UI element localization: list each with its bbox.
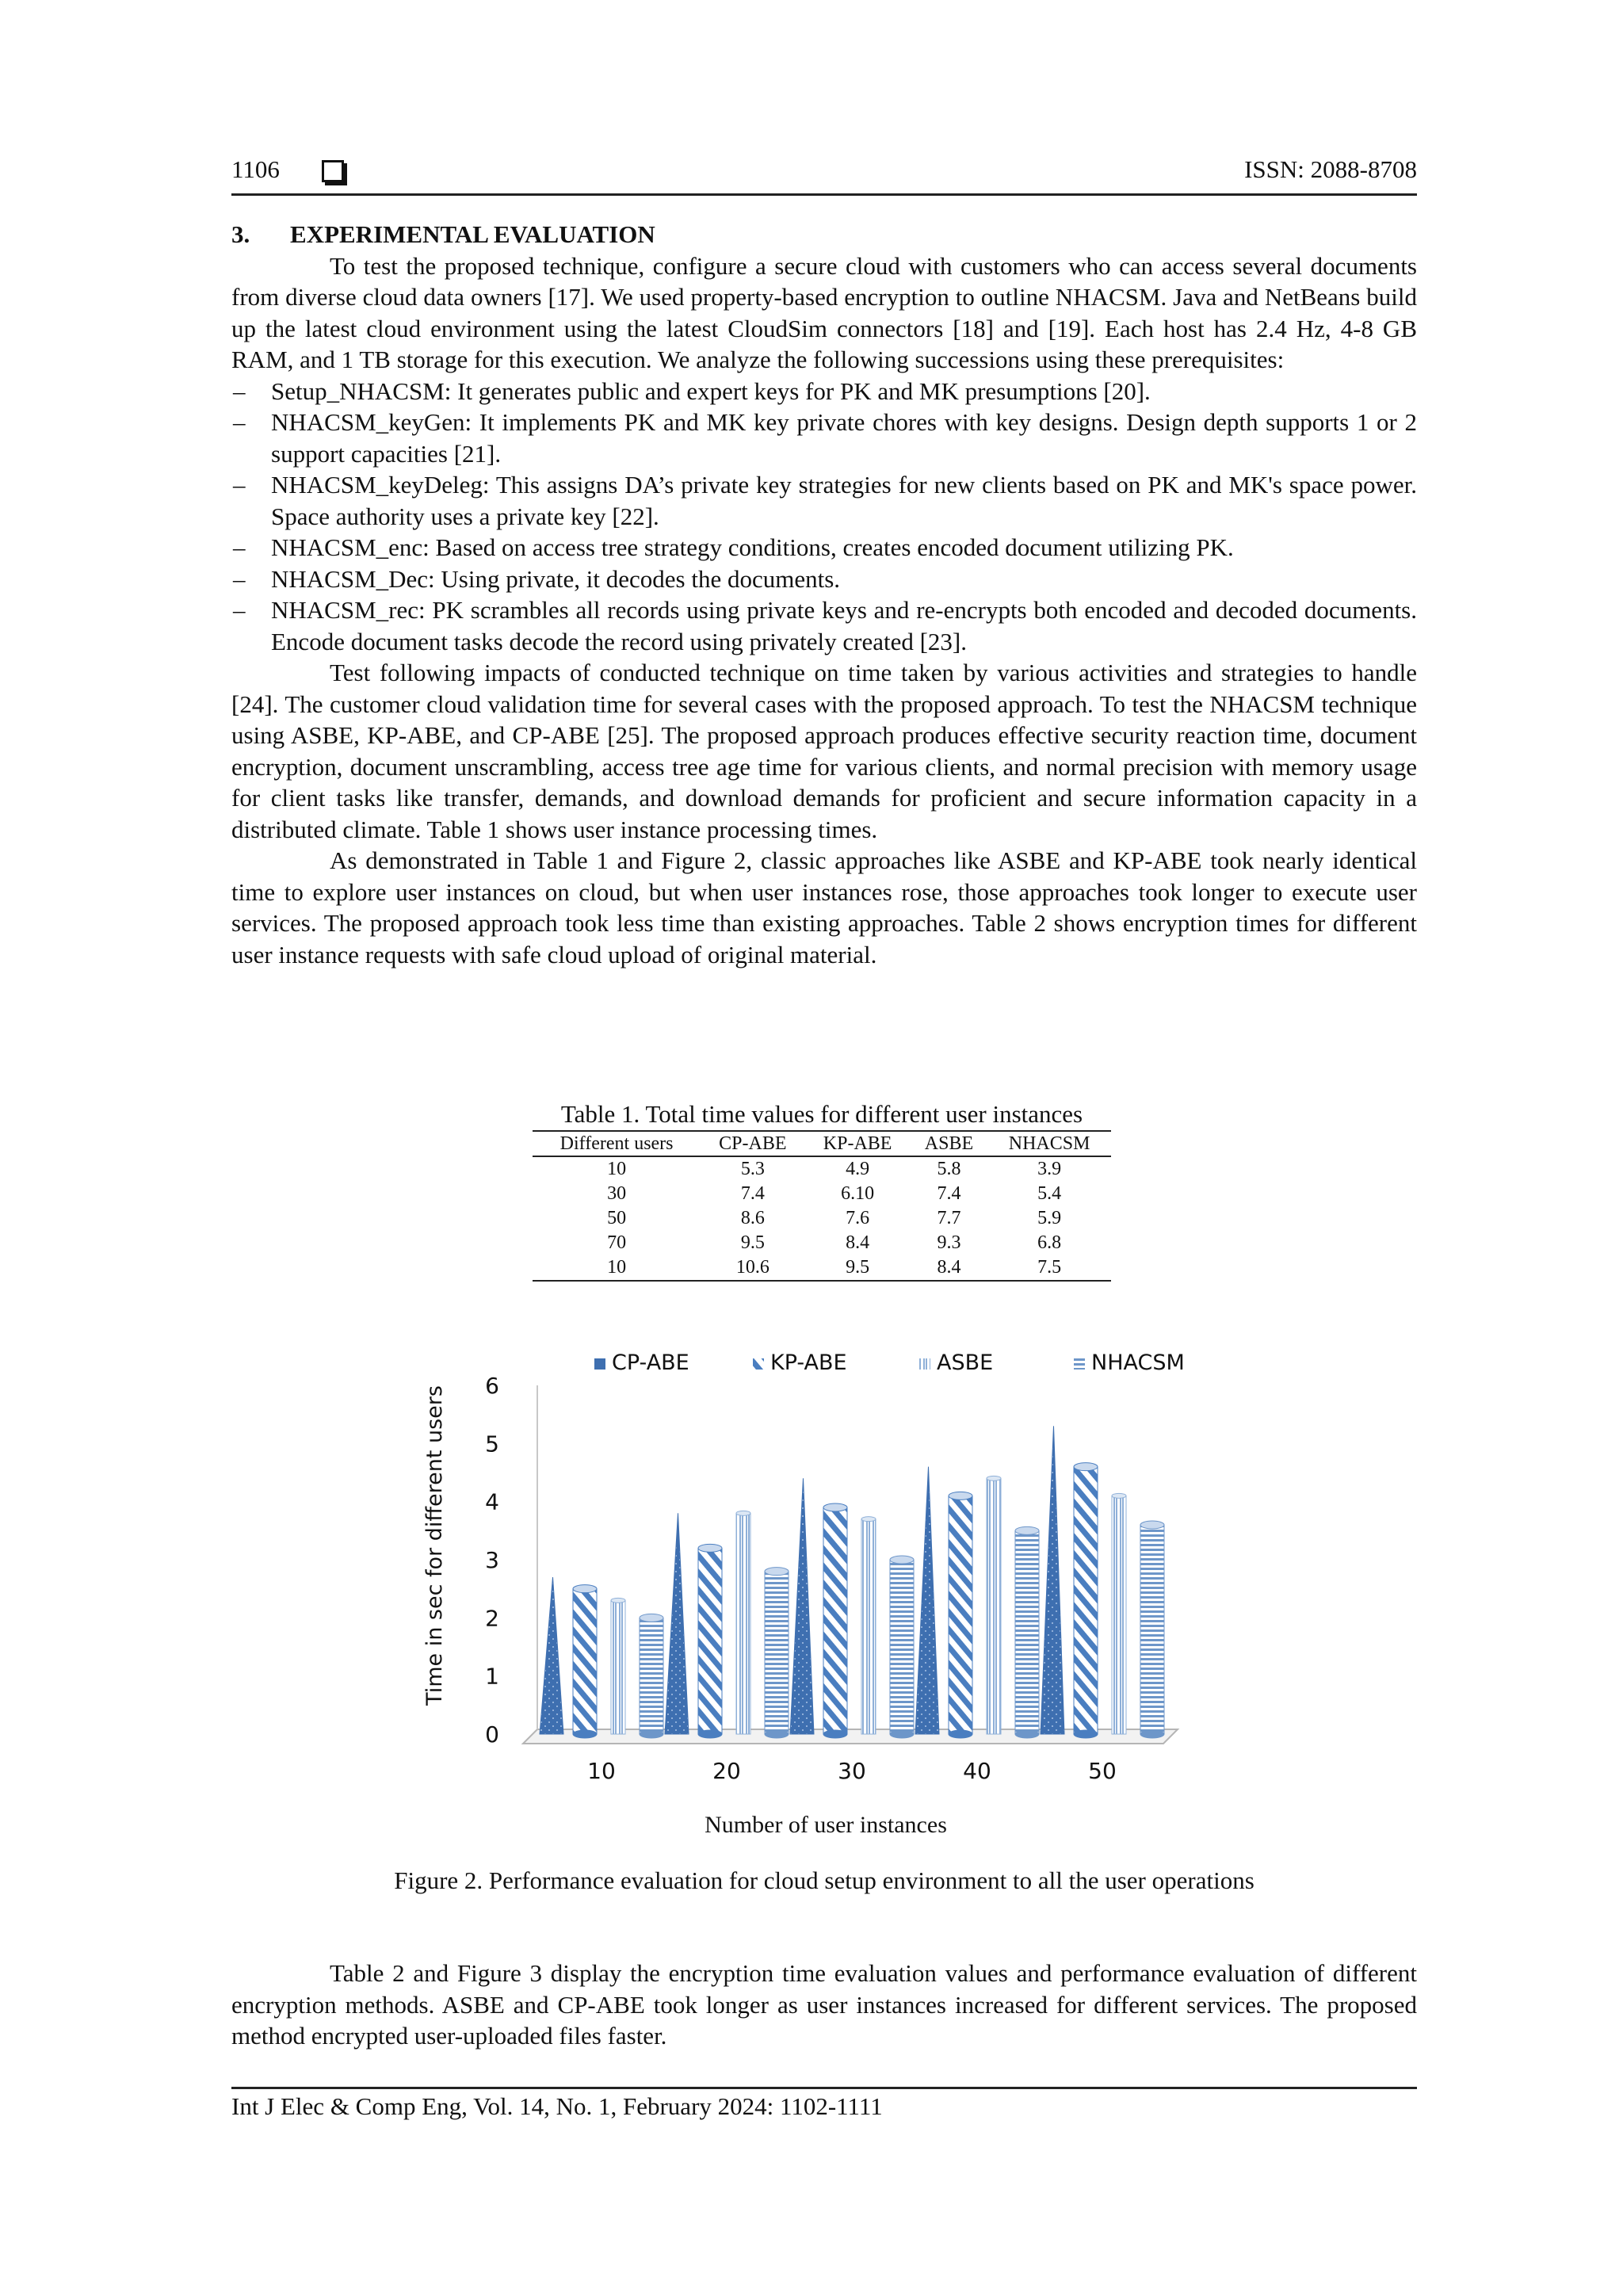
bar-base — [1015, 1730, 1039, 1738]
bar-top — [1112, 1493, 1126, 1498]
bar-base — [640, 1730, 663, 1738]
y-tick-label: 0 — [485, 1721, 499, 1748]
table-cell: 50 — [607, 1208, 627, 1228]
table-1 — [533, 1100, 1111, 1282]
table-cell: 7.7 — [937, 1208, 961, 1228]
bar-nhacsm — [1015, 1530, 1039, 1734]
body-text — [231, 219, 1417, 970]
bar-top — [698, 1544, 722, 1552]
bar-asbe — [611, 1600, 625, 1734]
bar-cp-abe — [790, 1478, 814, 1734]
table-cell: 70 — [607, 1232, 627, 1253]
table-cell: 30 — [607, 1183, 627, 1204]
list-item: – NHACSM_keyGen: It implements PK and MK key private chores with key designs. Design depth supports 1 or 2 support capacities [21]. — [231, 407, 1417, 469]
bar-base — [573, 1730, 597, 1738]
x-tick-label: 30 — [838, 1758, 866, 1784]
bar-top — [861, 1517, 876, 1522]
table-cell: 5.9 — [1037, 1208, 1062, 1228]
bar-base — [1140, 1730, 1164, 1738]
bar-nhacsm — [765, 1572, 789, 1734]
bar-top — [1015, 1526, 1039, 1534]
table-cell: 7.6 — [846, 1208, 870, 1228]
bar-base — [698, 1730, 722, 1738]
column-header: KP-ABE — [805, 1131, 911, 1156]
bar-nhacsm — [890, 1560, 914, 1734]
footer-citation: Int J Elec & Comp Eng, Vol. 14, No. 1, February 2024: 1102-1111 — [231, 2092, 883, 2120]
figure-2-chart — [412, 1339, 1212, 1847]
legend-swatch — [1074, 1358, 1085, 1370]
table-caption: Table 1. Total time values for different user instances — [560, 1100, 1083, 1128]
table-row — [533, 1182, 1111, 1206]
bar-kp-abe — [823, 1507, 847, 1734]
y-tick-label: 4 — [485, 1488, 499, 1515]
legend-swatch — [919, 1358, 930, 1370]
table-cell: 4.9 — [846, 1159, 870, 1179]
list-item: – NHACSM_Dec: Using private, it decodes the documents. — [231, 563, 1417, 595]
paragraph-intro: To test the proposed technique, configure a secure cloud with customers who can access several documents from diverse cloud data owners [17]. We used property-based encryption to outline NHACSM. Java and NetBeans build up the latest cloud environment using the latest CloudSim connectors [18] and [19]. Each host has 2.4 Hz, 4-8 GB RAM, and 1 TB storage for this execution. We analyze the following successions using these prerequisites: — [231, 251, 1417, 373]
bar-top — [611, 1598, 625, 1603]
section-number: 3. — [231, 220, 250, 248]
legend-label: NHACSM — [1091, 1350, 1185, 1375]
bar-top — [1140, 1521, 1164, 1529]
table-cell: 6.10 — [841, 1183, 875, 1204]
paragraph-3: As demonstrated in Table 1 and Figure 2, classic approaches like ASBE and KP-ABE took nearly identical time to explore user instances on cloud, but when user instances rose, those approaches took longer to execute user services. The proposed approach took less time than existing approaches. Table 2 shows encryption times for different user instance requests with safe cloud upload of original material. — [231, 846, 1417, 968]
bar-top — [823, 1503, 847, 1511]
bar-base — [890, 1730, 914, 1738]
bar-cp-abe — [665, 1513, 689, 1734]
list-item: – Setup_NHACSM: It generates public and expert keys for PK and MK presumptions [20]. — [231, 376, 1417, 407]
table-cell: 7.4 — [937, 1183, 961, 1204]
bar-kp-abe — [949, 1496, 972, 1734]
table-header-row — [533, 1131, 1111, 1156]
list-item: – NHACSM_enc: Based on access tree strategy conditions, creates encoded document utilizing PK. — [231, 532, 1417, 563]
table-cell: 7.5 — [987, 1255, 1111, 1281]
table-cell: 10.6 — [701, 1255, 804, 1281]
bar-chart-svg — [412, 1339, 1212, 1847]
bar-base — [949, 1730, 972, 1738]
legend-label: ASBE — [937, 1350, 994, 1375]
page-header — [231, 152, 1417, 196]
y-tick-label: 6 — [485, 1373, 499, 1399]
bar-cp-abe — [1041, 1426, 1064, 1734]
y-tick-label: 2 — [485, 1605, 499, 1632]
list-item: – NHACSM_rec: PK scrambles all records using private keys and re-encrypts both encoded and decoded documents. Encode document tasks decode the record using privately created [23]. — [231, 594, 1417, 657]
column-header: Different users — [533, 1131, 701, 1156]
bar-kp-abe — [1074, 1467, 1098, 1734]
table-cell: 5.8 — [937, 1159, 961, 1179]
table-cell: 3.9 — [1037, 1159, 1062, 1179]
figure-caption: Figure 2. Performance evaluation for cloud setup environment to all the user operations — [394, 1866, 1254, 1894]
section-title: EXPERIMENTAL EVALUATION — [290, 220, 655, 248]
table-cell: 8.6 — [740, 1208, 765, 1228]
x-tick-label: 50 — [1088, 1758, 1117, 1784]
column-header: CP-ABE — [701, 1131, 804, 1156]
y-tick-label: 5 — [485, 1431, 499, 1457]
bar-cp-abe — [540, 1577, 563, 1734]
legend-swatch — [753, 1358, 764, 1370]
bar-top — [890, 1556, 914, 1564]
bar-kp-abe — [698, 1548, 722, 1734]
table-row — [533, 1156, 1111, 1182]
table-row — [533, 1255, 1111, 1281]
paragraph-4: Table 2 and Figure 3 display the encryption time evaluation values and performance evaluation of different encryption methods. ASBE and CP-ABE took longer as user instances increased for different services. The proposed method encrypted user-uploaded files faster. — [231, 1959, 1417, 2050]
bar-top — [640, 1614, 663, 1622]
list-item: – NHACSM_keyDeleg: This assigns DA’s private key strategies for new clients based on PK and MK's space power. Space authority uses a private key [22]. — [231, 469, 1417, 532]
bar-asbe — [1112, 1496, 1126, 1734]
table-cell: 9.5 — [740, 1232, 765, 1253]
column-header: NHACSM — [987, 1131, 1111, 1156]
x-tick-label: 10 — [587, 1758, 616, 1784]
bar-top — [573, 1585, 597, 1593]
bar-asbe — [861, 1519, 876, 1734]
x-tick-label: 20 — [712, 1758, 741, 1784]
y-axis-title: Time in sec for different users — [422, 1385, 447, 1706]
table-cell: 8.4 — [911, 1255, 988, 1281]
after-figure-text — [231, 1958, 1417, 2052]
legend-label: KP-ABE — [770, 1350, 847, 1375]
bar-base — [1074, 1730, 1098, 1738]
bar-top — [1074, 1463, 1098, 1471]
y-tick-label: 3 — [485, 1547, 499, 1573]
bar-nhacsm — [1140, 1525, 1164, 1734]
table-cell: 8.4 — [846, 1232, 870, 1253]
bar-asbe — [987, 1478, 1001, 1734]
bar-top — [765, 1568, 789, 1576]
page-number: 1106 — [231, 155, 280, 183]
bar-kp-abe — [573, 1589, 597, 1734]
table-cell: 9.5 — [805, 1255, 911, 1281]
table-cell: 6.8 — [1037, 1232, 1062, 1253]
x-tick-label: 40 — [963, 1758, 991, 1784]
y-tick-label: 1 — [485, 1663, 499, 1690]
table-cell: 9.3 — [937, 1232, 961, 1253]
bar-top — [736, 1511, 750, 1515]
table-row — [533, 1231, 1111, 1255]
data-table — [533, 1130, 1111, 1282]
x-axis-title: Number of user instances — [705, 1812, 947, 1838]
table-cell: 10 — [533, 1255, 701, 1281]
table-cell: 10 — [607, 1159, 627, 1179]
bar-base — [765, 1730, 789, 1738]
bar-base — [823, 1730, 847, 1738]
column-header: ASBE — [911, 1131, 988, 1156]
paragraph-2: Test following impacts of conducted technique on time taken by various activities and strategies to handle [24]. The customer cloud validation time for several cases with the proposed approach. To test the NHACSM technique using ASBE, KP-ABE, and CP-ABE [25]. The proposed approach produces effective security reaction time, document encryption, document unscrambling, access tree age time for various clients, and normal precision with memory usage for client tasks like transfer, demands, and download demands for proficient and secure information capacity in a distributed climate. Table 1 shows user instance processing times. — [231, 659, 1417, 843]
bar-nhacsm — [640, 1618, 663, 1734]
footer-rule — [231, 2087, 1417, 2089]
bullet-list — [231, 376, 1417, 658]
issn: ISSN: 2088-8708 — [1244, 155, 1417, 183]
legend-swatch — [594, 1358, 605, 1370]
bar-cp-abe — [915, 1467, 939, 1734]
header-square-icon — [322, 160, 344, 182]
table-cell: 5.4 — [1037, 1183, 1062, 1204]
bar-asbe — [736, 1513, 750, 1734]
bar-top — [987, 1476, 1001, 1480]
bar-top — [949, 1492, 972, 1499]
table-cell: 7.4 — [740, 1183, 765, 1204]
table-cell: 5.3 — [740, 1159, 765, 1179]
section-heading — [231, 219, 1417, 250]
legend-label: CP-ABE — [612, 1350, 689, 1375]
table-row — [533, 1206, 1111, 1231]
